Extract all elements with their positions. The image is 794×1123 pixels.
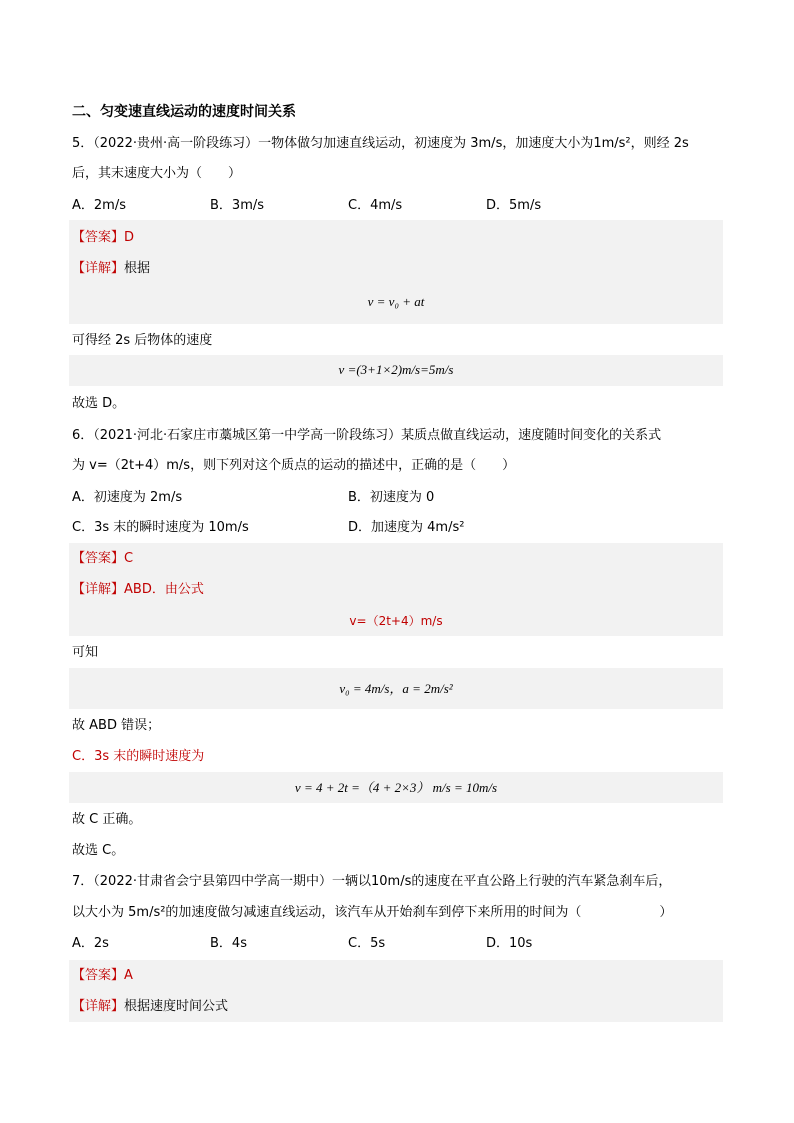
answer-value: A — [124, 968, 133, 983]
answer-tag: 【答案】 — [72, 968, 125, 983]
answer-tag: 【答案】 — [72, 230, 125, 245]
q7-option-d: D．10s — [486, 936, 533, 951]
answer-tag: 【答案】 — [72, 551, 125, 566]
q7-stem-line1: 7．（2022·甘肃省会宁县第四中学高一期中）一辆以10m/s的速度在平直公路上行驶的汽车紧急刹车后， — [72, 874, 672, 889]
q6-conclusion: 故选 C。 — [72, 843, 125, 858]
detail-text: 根据 — [124, 261, 151, 276]
q5-conclusion: 故选 D。 — [72, 396, 126, 411]
q6-option-c: C．3s 末的瞬时速度为 10m/s — [72, 520, 249, 535]
q6-equation-3: v = 4 + 2t =（4 + 2×3） m/s = 10m/s — [294, 780, 498, 795]
section-title: 二、匀变速直线运动的速度时间关系 — [72, 104, 296, 120]
q5-option-b: B．3m/s — [210, 198, 265, 213]
q6-text-3: 故 ABD 错误； — [72, 718, 161, 733]
detail-text: 根据速度时间公式 — [124, 999, 229, 1014]
q7-stem-line2: 以大小为 5m/s²的加速度做匀减速直线运动，该汽车从开始刹车到停下来所用的时间为（ ） — [72, 905, 673, 920]
q6-stem-line1: 6．（2021·河北·石家庄市藁城区第一中学高一阶段练习）某质点做直线运动，速度随时间变化的关系式 — [72, 428, 662, 443]
q5-text-2: 可得经 2s 后物体的速度 — [72, 333, 213, 348]
q6-option-d: D．加速度为 4m/s² — [348, 520, 465, 535]
answer-value: C — [124, 551, 134, 566]
q6-text-2: 可知 — [72, 645, 99, 660]
q7-answer — [72, 966, 133, 986]
q5-answer — [72, 228, 134, 248]
q6-option-b: B．初速度为 0 — [348, 490, 435, 505]
q7-option-b: B．4s — [210, 936, 247, 951]
q6-equation-2: v₀ = 4m/s，a = 2m/s² — [339, 681, 453, 696]
q6-text-5: 故 C 正确。 — [72, 812, 142, 827]
q5-equation-1: v = v₀ + at — [367, 294, 425, 309]
answer-value: D — [124, 230, 135, 245]
q6-option-a: A．初速度为 2m/s — [72, 490, 183, 505]
detail-tag: 【详解】 — [72, 582, 125, 597]
detail-tag: 【详解】 — [72, 261, 125, 276]
q5-detail — [72, 259, 150, 279]
q5-stem-line1: 5．（2022·贵州·高一阶段练习）一物体做匀加速直线运动，初速度为 3m/s，加速度大小为1m/s²，则经 2s — [72, 136, 689, 151]
q7-option-c: C．5s — [348, 936, 386, 951]
q5-option-c: C．4m/s — [348, 198, 403, 213]
q6-answer — [72, 549, 133, 569]
detail-tag: 【详解】 — [72, 999, 125, 1014]
detail-text: ABD．由公式 — [124, 582, 204, 597]
q6-text-4: C．3s 末的瞬时速度为 — [72, 749, 205, 764]
q7-option-a: A．2s — [72, 936, 109, 951]
q5-option-d: D．5m/s — [486, 198, 542, 213]
q6-stem-line2: 为 v=（2t+4）m/s，则下列对这个质点的运动的描述中，正确的是（ ） — [72, 458, 516, 473]
q7-detail — [72, 997, 228, 1017]
q5-stem-line2: 后，其末速度大小为（ ） — [72, 166, 242, 181]
q6-detail — [72, 580, 204, 600]
q5-equation-2: v =(3+1×2)m/s=5m/s — [338, 362, 454, 377]
q6-equation-1: v=（2t+4）m/s — [349, 614, 443, 628]
q5-option-a: A．2m/s — [72, 198, 126, 213]
